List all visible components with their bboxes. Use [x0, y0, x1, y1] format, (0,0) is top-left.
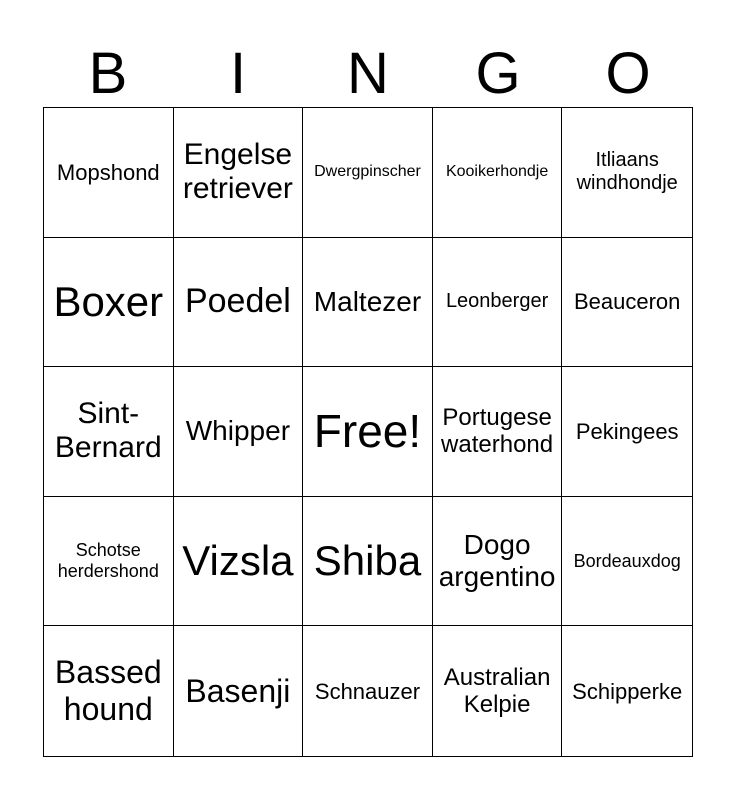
bingo-cell[interactable]: Shiba: [303, 497, 433, 627]
bingo-cell[interactable]: Portugese waterhond: [433, 367, 563, 497]
bingo-cell[interactable]: Sint-Bernard: [44, 367, 174, 497]
bingo-cell[interactable]: Mopshond: [44, 108, 174, 238]
bingo-cell[interactable]: Australian Kelpie: [433, 626, 563, 756]
bingo-cell[interactable]: Leonberger: [433, 238, 563, 368]
bingo-header: [43, 40, 693, 108]
bingo-cell[interactable]: Dogo argentino: [433, 497, 563, 627]
bingo-board: [43, 107, 693, 757]
bingo-cell[interactable]: Whipper: [174, 367, 304, 497]
header-letter-g: G: [475, 41, 521, 106]
bingo-cell[interactable]: Maltezer: [303, 238, 433, 368]
bingo-cell[interactable]: Dwergpinscher: [303, 108, 433, 238]
free-space[interactable]: Free!: [303, 367, 433, 497]
bingo-cell[interactable]: Pekingees: [562, 367, 692, 497]
bingo-cell[interactable]: Bordeauxdog: [562, 497, 692, 627]
header-letter-b: B: [88, 41, 128, 106]
header-letter-o: O: [605, 41, 651, 106]
header-letter-n: N: [347, 41, 389, 106]
bingo-cell[interactable]: Vizsla: [174, 497, 304, 627]
bingo-cell[interactable]: Basenji: [174, 626, 304, 756]
bingo-cell[interactable]: Schipperke: [572, 678, 683, 704]
bingo-cell[interactable]: Bassed hound: [44, 626, 174, 756]
header-letter-i: I: [229, 41, 247, 106]
bingo-cell[interactable]: Schnauzer: [303, 626, 433, 756]
bingo-cell[interactable]: Boxer: [44, 238, 174, 368]
bingo-cell[interactable]: Engelse retriever: [174, 108, 304, 238]
bingo-cell[interactable]: Itliaans windhondje: [562, 108, 692, 238]
bingo-cell[interactable]: Kooikerhondje: [433, 108, 563, 238]
bingo-cell[interactable]: Poedel: [174, 238, 304, 368]
bingo-cell[interactable]: Schotse herdershond: [44, 497, 174, 627]
bingo-cell[interactable]: Beauceron: [562, 238, 692, 368]
